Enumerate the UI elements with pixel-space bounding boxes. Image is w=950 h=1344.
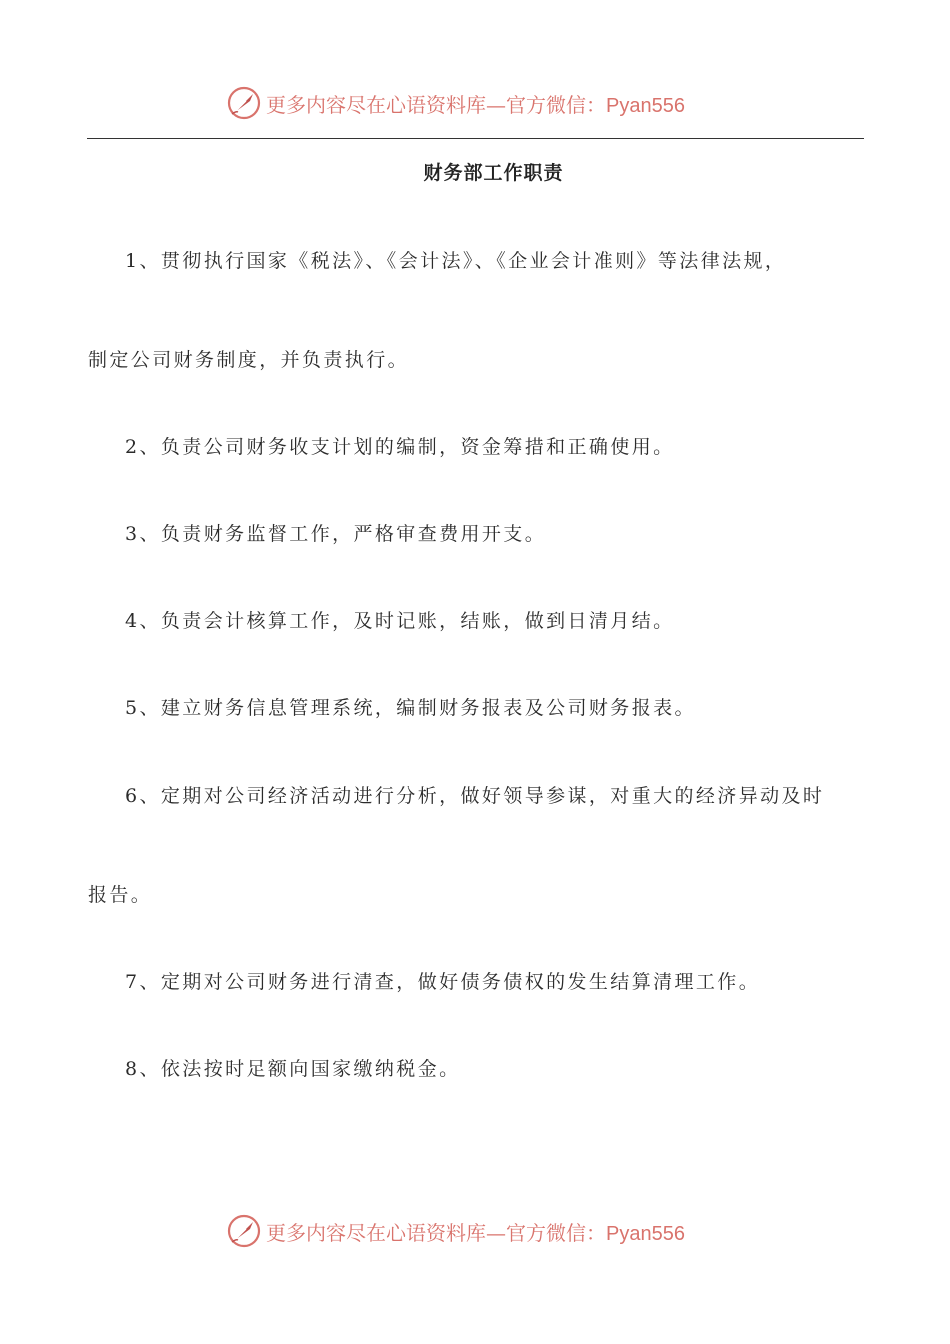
item-2: 2、负责公司财务收支计划的编制，资金筹措和正确使用。	[125, 436, 675, 458]
header-rule	[87, 138, 864, 139]
quill-pen-logo-icon	[226, 1213, 262, 1249]
header-banner-text	[266, 89, 685, 118]
header-banner-cn: 更多内容尽在心语资料库—官方微信：	[266, 92, 606, 117]
item-8: 8、依法按时足额向国家缴纳税金。	[125, 1058, 461, 1080]
item-6-line-1: 6、定期对公司经济活动进行分析，做好领导参谋，对重大的经济异动及时	[125, 785, 825, 807]
item-4: 4、负责会计核算工作，及时记账，结账，做到日清月结。	[125, 610, 675, 632]
footer-banner-wechat-id: Pyan556	[606, 1222, 685, 1245]
header-banner-wechat-id: Pyan556	[606, 94, 685, 117]
item-7: 7、定期对公司财务进行清查，做好债务债权的发生结算清理工作。	[125, 971, 761, 993]
item-1-line-1: 1、贯彻执行国家《税法》、《会计法》、《企业会计准则》等法律法规，	[125, 250, 787, 272]
item-3: 3、负责财务监督工作，严格审查费用开支。	[125, 523, 547, 545]
item-1-line-2: 制定公司财务制度，并负责执行。	[88, 349, 410, 371]
item-6-line-2: 报告。	[88, 884, 153, 906]
header-banner	[226, 83, 685, 123]
document-title: 财务部工作职责	[423, 162, 564, 184]
footer-banner-cn: 更多内容尽在心语资料库—官方微信：	[266, 1220, 606, 1245]
footer-banner-text	[266, 1217, 685, 1246]
item-5: 5、建立财务信息管理系统，编制财务报表及公司财务报表。	[125, 697, 696, 719]
footer-banner	[226, 1211, 685, 1251]
quill-pen-logo-icon	[226, 85, 262, 121]
